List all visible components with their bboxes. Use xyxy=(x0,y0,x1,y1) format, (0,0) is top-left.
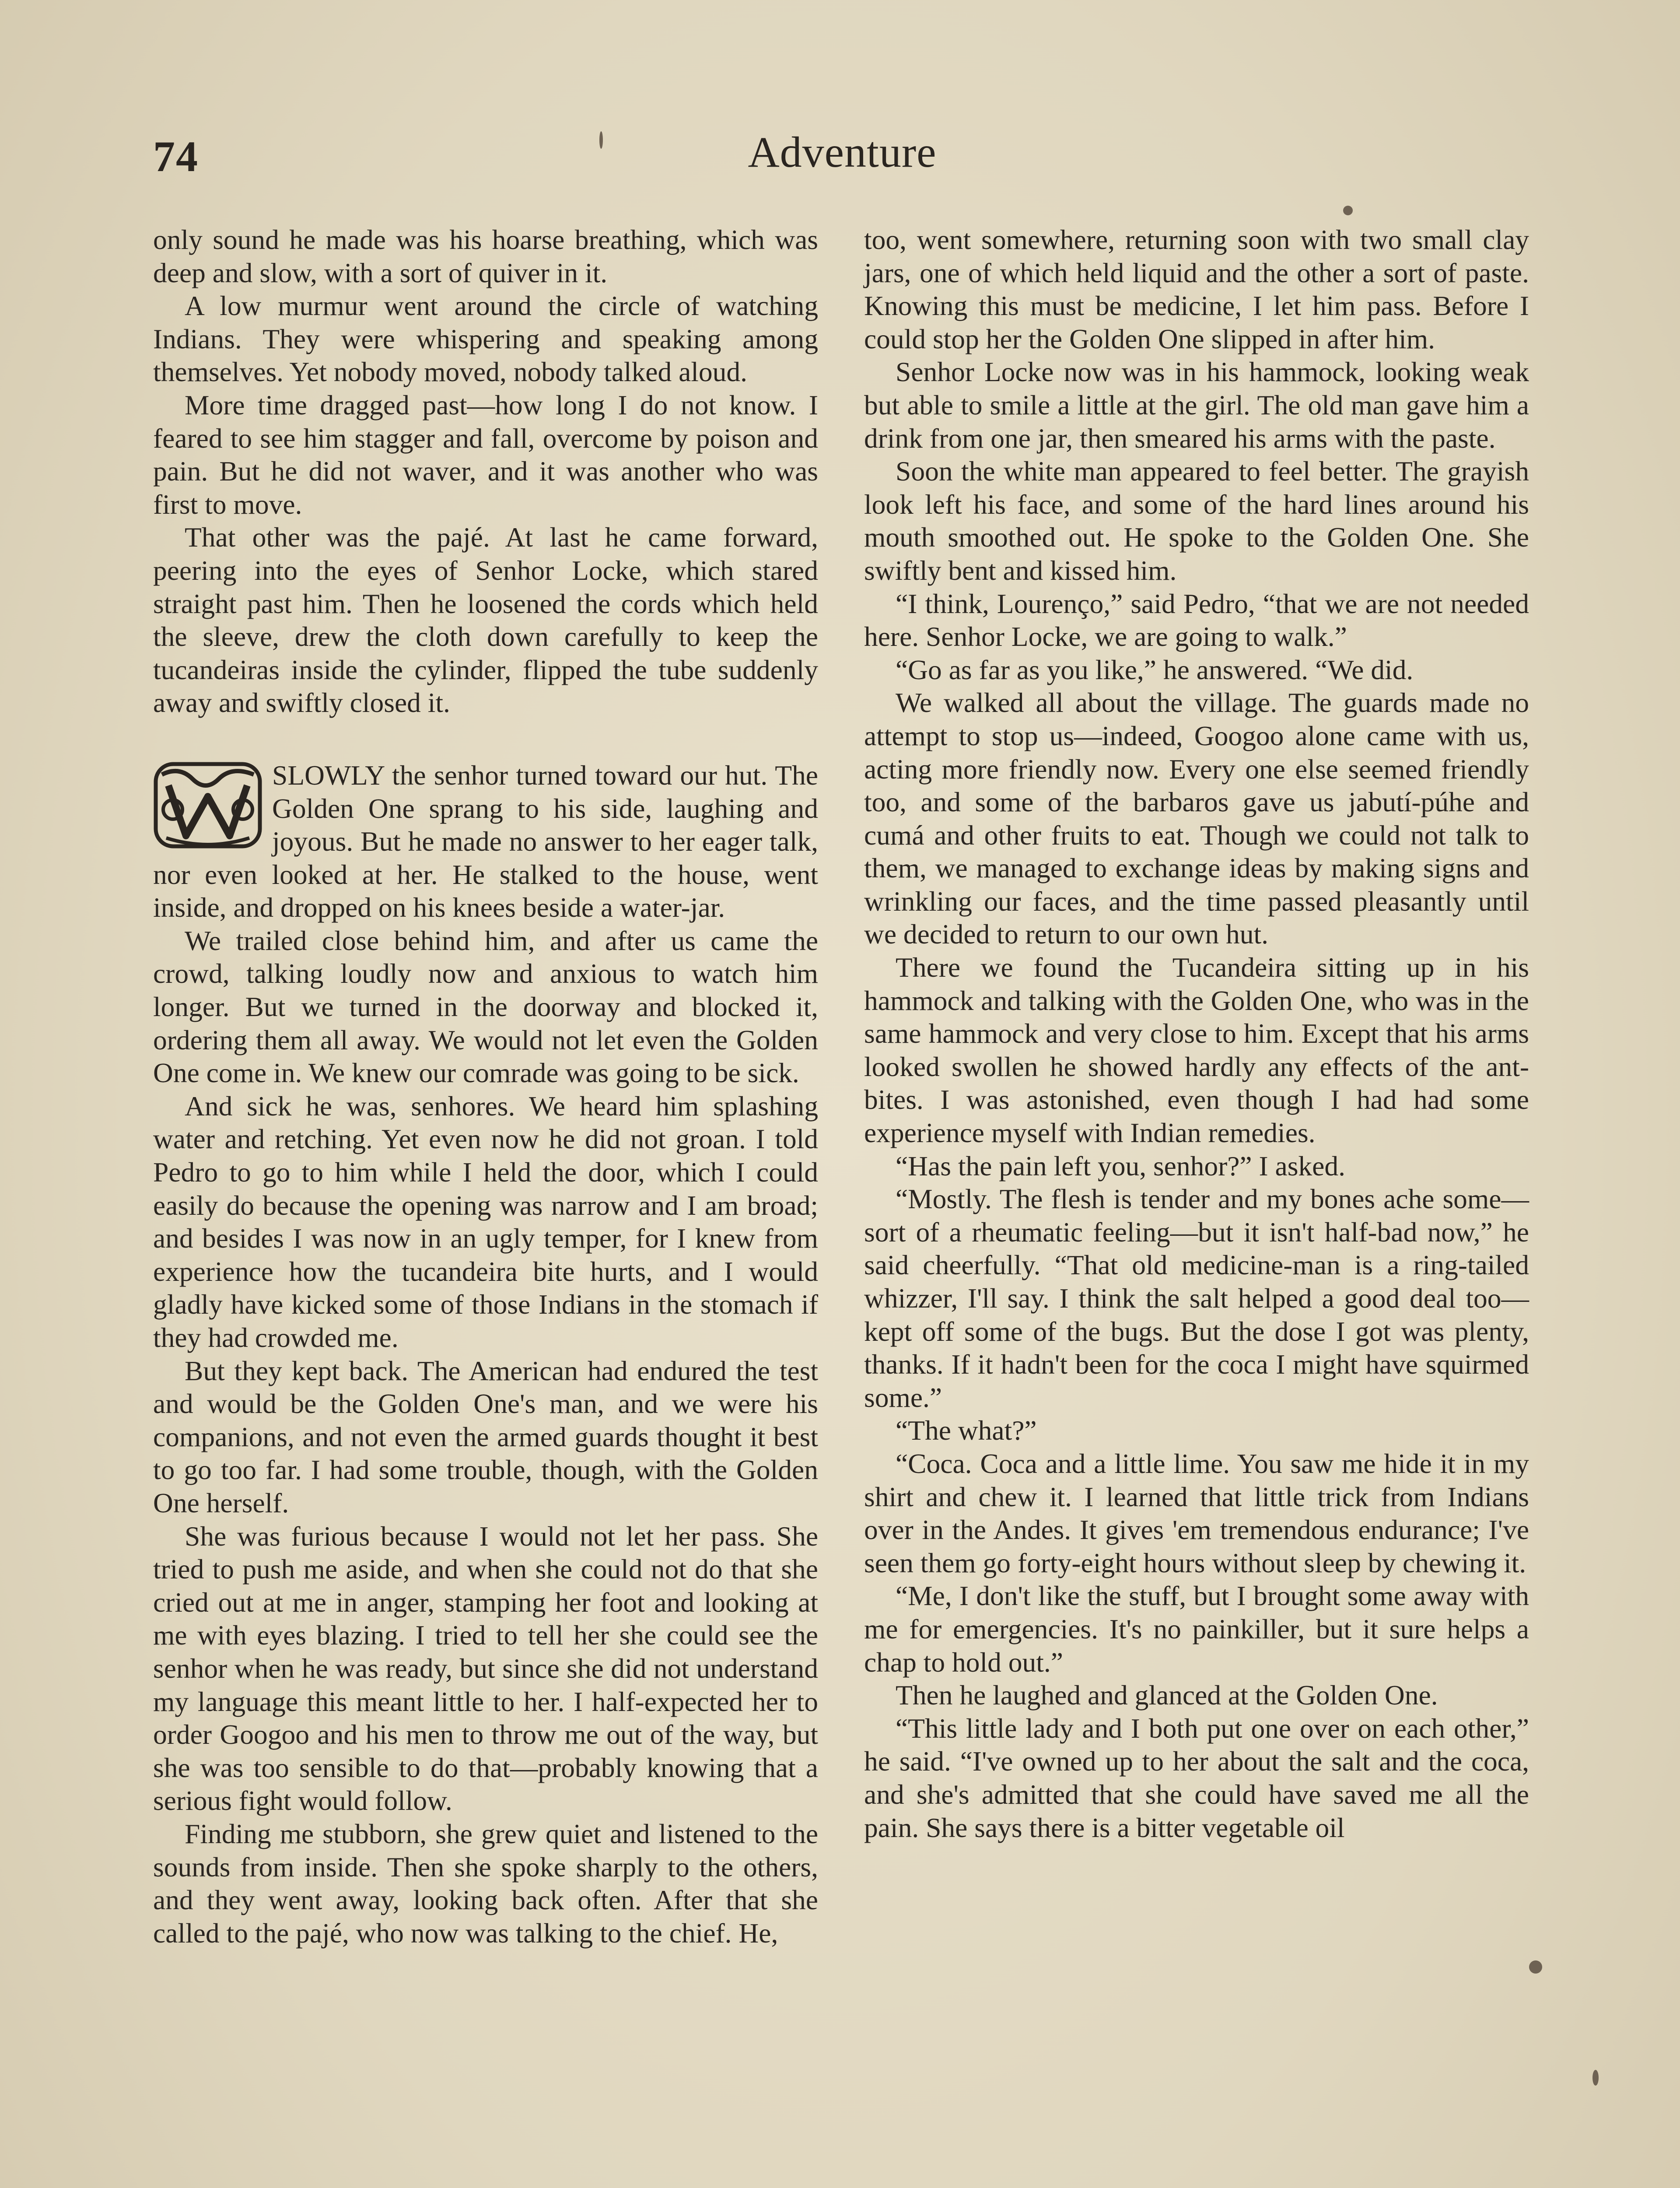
paragraph: And sick he was, senhores. We heard him splashing water and retching. Yet even now he did not groan. I told Pedro to go to him while I held the door, which I could easily do because the opening was narrow and I am broad; and besides I was now in an ugly temper, for I knew from experience how the tucandeira bite hurts, and I would gladly have kicked some of those Indians in the stomach if they had crowded me. xyxy=(153,1090,818,1353)
ornamental-dropcap-w-icon xyxy=(153,761,262,849)
paragraph: “Mostly. The flesh is tender and my bones ache some—sort of a rheumatic feeling—but it isn't half-bad now,” he said cheerfully. “That old medicine-man is a ring-tailed whizzer, I'll say. I think the salt helped a good deal too—kept off some of the bugs. But the dose I got was plenty, thanks. If it hadn't been for the coca I might have squirmed some.” xyxy=(864,1183,1529,1413)
paragraph: “I think, Lourenço,” said Pedro, “that we are not needed here. Senhor Locke, we are going to walk.” xyxy=(864,588,1529,652)
paragraph: only sound he made was his hoarse breathing, which was deep and slow, with a sort of quiver in it. xyxy=(153,224,818,288)
left-column xyxy=(153,223,818,1950)
paragraph: That other was the pajé. At last he came forward, peering into the eyes of Senhor Locke, which stared straight past him. Then he loosened the cords which held the sleeve, drew the cloth down carefully to keep the tucandeiras inside the cylinder, flipped the tube suddenly away and swiftly closed it. xyxy=(153,522,818,719)
right-column xyxy=(864,223,1529,1844)
dropcap-paragraph xyxy=(153,759,818,924)
paragraph: “Go as far as you like,” he answered. “We did. xyxy=(896,654,1414,685)
paragraph: “Me, I don't like the stuff, but I brought some away with me for emergencies. It's no painkiller, but it sure helps a chap to hold out.” xyxy=(864,1580,1529,1678)
paragraph: She was furious because I would not let her pass. She tried to push me aside, and when she could not do that she cried out at me in anger, stamping her foot and looking at me with eyes blazing. I tried to tell her she could see the senhor when he was ready, but since she did not understand my language this meant little to her. I half-expected her to order Googoo and his men to throw me out of the way, but she was too sensible to do that—probably knowing that a serious fight would follow. xyxy=(153,1520,818,1816)
paragraph: “Has the pain left you, senhor?” I asked. xyxy=(896,1150,1345,1182)
paragraph: “This little lady and I both put one over on each other,” he said. “I've owned up to her about the salt and the coca, and she's admitted that she could have saved me all the pain. She says there is a bitter vegetable oil xyxy=(864,1712,1529,1843)
paragraph: Then he laughed and glanced at the Golden One. xyxy=(896,1680,1438,1711)
page-number: 74 xyxy=(153,132,199,181)
paper-speck xyxy=(599,131,603,149)
paragraph: A low murmur went around the circle of watching Indians. They were whispering and speaking among themselves. Yet nobody moved, nobody talked aloud. xyxy=(153,290,818,388)
paragraph: There we found the Tucandeira sitting up in his hammock and talking with the Golden One, who was in the same hammock and very close to him. Except that his arms looked swollen he showed hardly any effects of the ant-bites. I was astonished, even though I had had some experience myself with Indian remedies. xyxy=(864,952,1529,1149)
paragraph: Soon the white man appeared to feel better. The grayish look left his face, and some of the hard lines around his mouth smoothed out. He spoke to the Golden One. She swiftly bent and kissed him. xyxy=(864,456,1529,586)
paragraph: Finding me stubborn, she grew quiet and listened to the sounds from inside. Then she spoke sharply to the others, and they went away, looking back often. After that she called to the pajé, who now was talking to the chief. He, xyxy=(153,1818,818,1949)
paper-speck xyxy=(1343,206,1353,215)
paragraph: More time dragged past—how long I do not know. I feared to see him stagger and fall, overcome by poison and pain. But he did not waver, and it was another who was first to move. xyxy=(153,389,818,520)
dropcap-paragraph-text: SLOWLY the senhor turned toward our hut. The Golden One sprang to his side, laughing and joyous. But he made no answer to her eager talk, nor even looked at her. He stalked to the house, went inside, and dropped on his knees beside a water-jar. xyxy=(153,759,818,923)
paragraph: We trailed close behind him, and after us came the crowd, talking loudly now and anxious to watch him longer. But we turned in the doorway and blocked it, ordering them all away. We would not let even the Golden One come in. We knew our comrade was going to be sick. xyxy=(153,925,818,1089)
page-header xyxy=(153,127,1531,193)
paragraph: too, went somewhere, returning soon with two small clay jars, one of which held liquid and the other a sort of paste. Knowing this must be medicine, I let him pass. Before I could stop her the Golden One slipped in after him. xyxy=(864,224,1529,354)
paragraph: We walked all about the village. The guards made no attempt to stop us—indeed, Googoo alone came with us, acting more friendly now. Every one else seemed friendly too, and some of the barbaros gave us jabutí-púhe and cumá and other fruits to eat. Though we could not talk to them, we managed to exchange ideas by making signs and wrinkling our faces, and the time passed pleasantly until we decided to return to our own hut. xyxy=(864,687,1529,950)
paragraph: Senhor Locke now was in his hammock, looking weak but able to smile a little at the girl. The old man gave him a drink from one jar, then smeared his arms with the paste. xyxy=(864,356,1529,454)
paragraph: But they kept back. The American had endured the test and would be the Golden One's man, and we were his companions, and not even the armed guards thought it best to go too far. I had some trouble, though, with the Golden One herself. xyxy=(153,1355,818,1518)
running-head-title: Adventure xyxy=(748,128,937,176)
paper-speck xyxy=(1529,1960,1542,1974)
paragraph: “The what?” xyxy=(896,1415,1037,1446)
paper-speck xyxy=(1592,2070,1599,2086)
paragraph: “Coca. Coca and a little lime. You saw me hide it in my shirt and chew it. I learned that little trick from Indians over in the Andes. It gives 'em tremendous endurance; I've seen them go forty-eight hours without sleep by chewing it. xyxy=(864,1448,1529,1578)
